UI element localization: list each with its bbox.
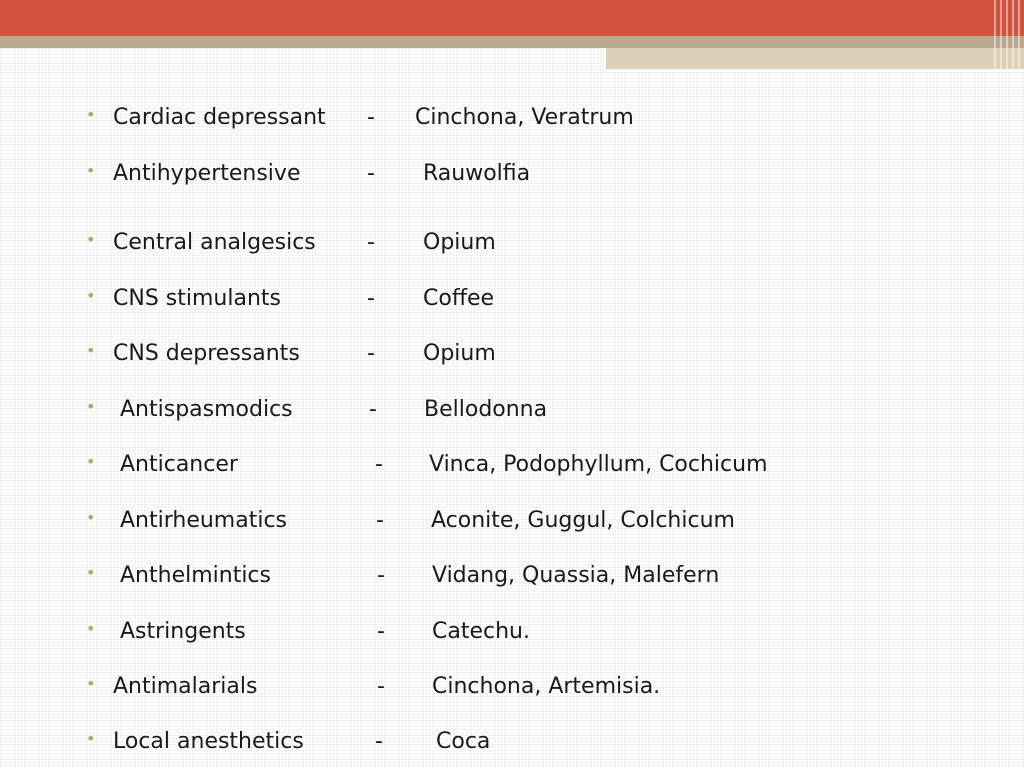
- item-source: Rauwolfia: [423, 161, 531, 186]
- item-dash: -: [367, 341, 375, 366]
- item-source: Cinchona, Veratrum: [415, 105, 634, 130]
- item-term: Central analgesics: [113, 230, 316, 255]
- item-term: Anticancer: [120, 452, 238, 477]
- item-source: Opium: [423, 230, 496, 255]
- item-source: Vidang, Quassia, Malefern: [432, 563, 720, 588]
- item-dash: -: [376, 508, 384, 533]
- item-dash: -: [375, 729, 383, 754]
- bullet-icon: •: [86, 619, 96, 638]
- bullet-icon: •: [86, 452, 96, 471]
- bullet-icon: •: [86, 729, 96, 748]
- bullet-icon: •: [86, 161, 96, 180]
- bullet-icon: •: [86, 397, 96, 416]
- item-term: Anthelmintics: [120, 563, 271, 588]
- item-term: Antihypertensive: [113, 161, 301, 186]
- item-source: Aconite, Guggul, Colchicum: [431, 508, 735, 533]
- item-source: Cinchona, Artemisia.: [432, 674, 661, 699]
- item-source: Vinca, Podophyllum, Cochicum: [429, 452, 768, 477]
- item-source: Catechu.: [432, 619, 530, 644]
- bullet-icon: •: [86, 341, 96, 360]
- item-source: Opium: [423, 341, 496, 366]
- bullet-icon: •: [86, 230, 96, 249]
- item-source: Bellodonna: [424, 397, 548, 422]
- item-dash: -: [377, 674, 385, 699]
- item-term: CNS stimulants: [113, 286, 281, 311]
- item-source: Coffee: [423, 286, 495, 311]
- item-term: CNS depressants: [113, 341, 300, 366]
- item-dash: -: [369, 397, 377, 422]
- item-term: Cardiac depressant: [113, 105, 326, 130]
- item-term: Antimalarials: [113, 674, 258, 699]
- item-dash: -: [375, 452, 383, 477]
- item-dash: -: [367, 230, 375, 255]
- item-term: Antispasmodics: [120, 397, 293, 422]
- item-term: Local anesthetics: [113, 729, 304, 754]
- bullet-icon: •: [86, 105, 96, 124]
- item-dash: -: [377, 563, 385, 588]
- item-dash: -: [367, 286, 375, 311]
- item-dash: -: [377, 619, 385, 644]
- bullet-icon: •: [86, 674, 96, 693]
- item-source: Coca: [436, 729, 491, 754]
- item-term: Antirheumatics: [120, 508, 288, 533]
- bullet-icon: •: [86, 508, 96, 527]
- item-term: Astringents: [120, 619, 246, 644]
- item-dash: -: [367, 105, 375, 130]
- bullet-icon: •: [86, 286, 96, 305]
- item-dash: -: [367, 161, 375, 186]
- bullet-icon: •: [86, 563, 96, 582]
